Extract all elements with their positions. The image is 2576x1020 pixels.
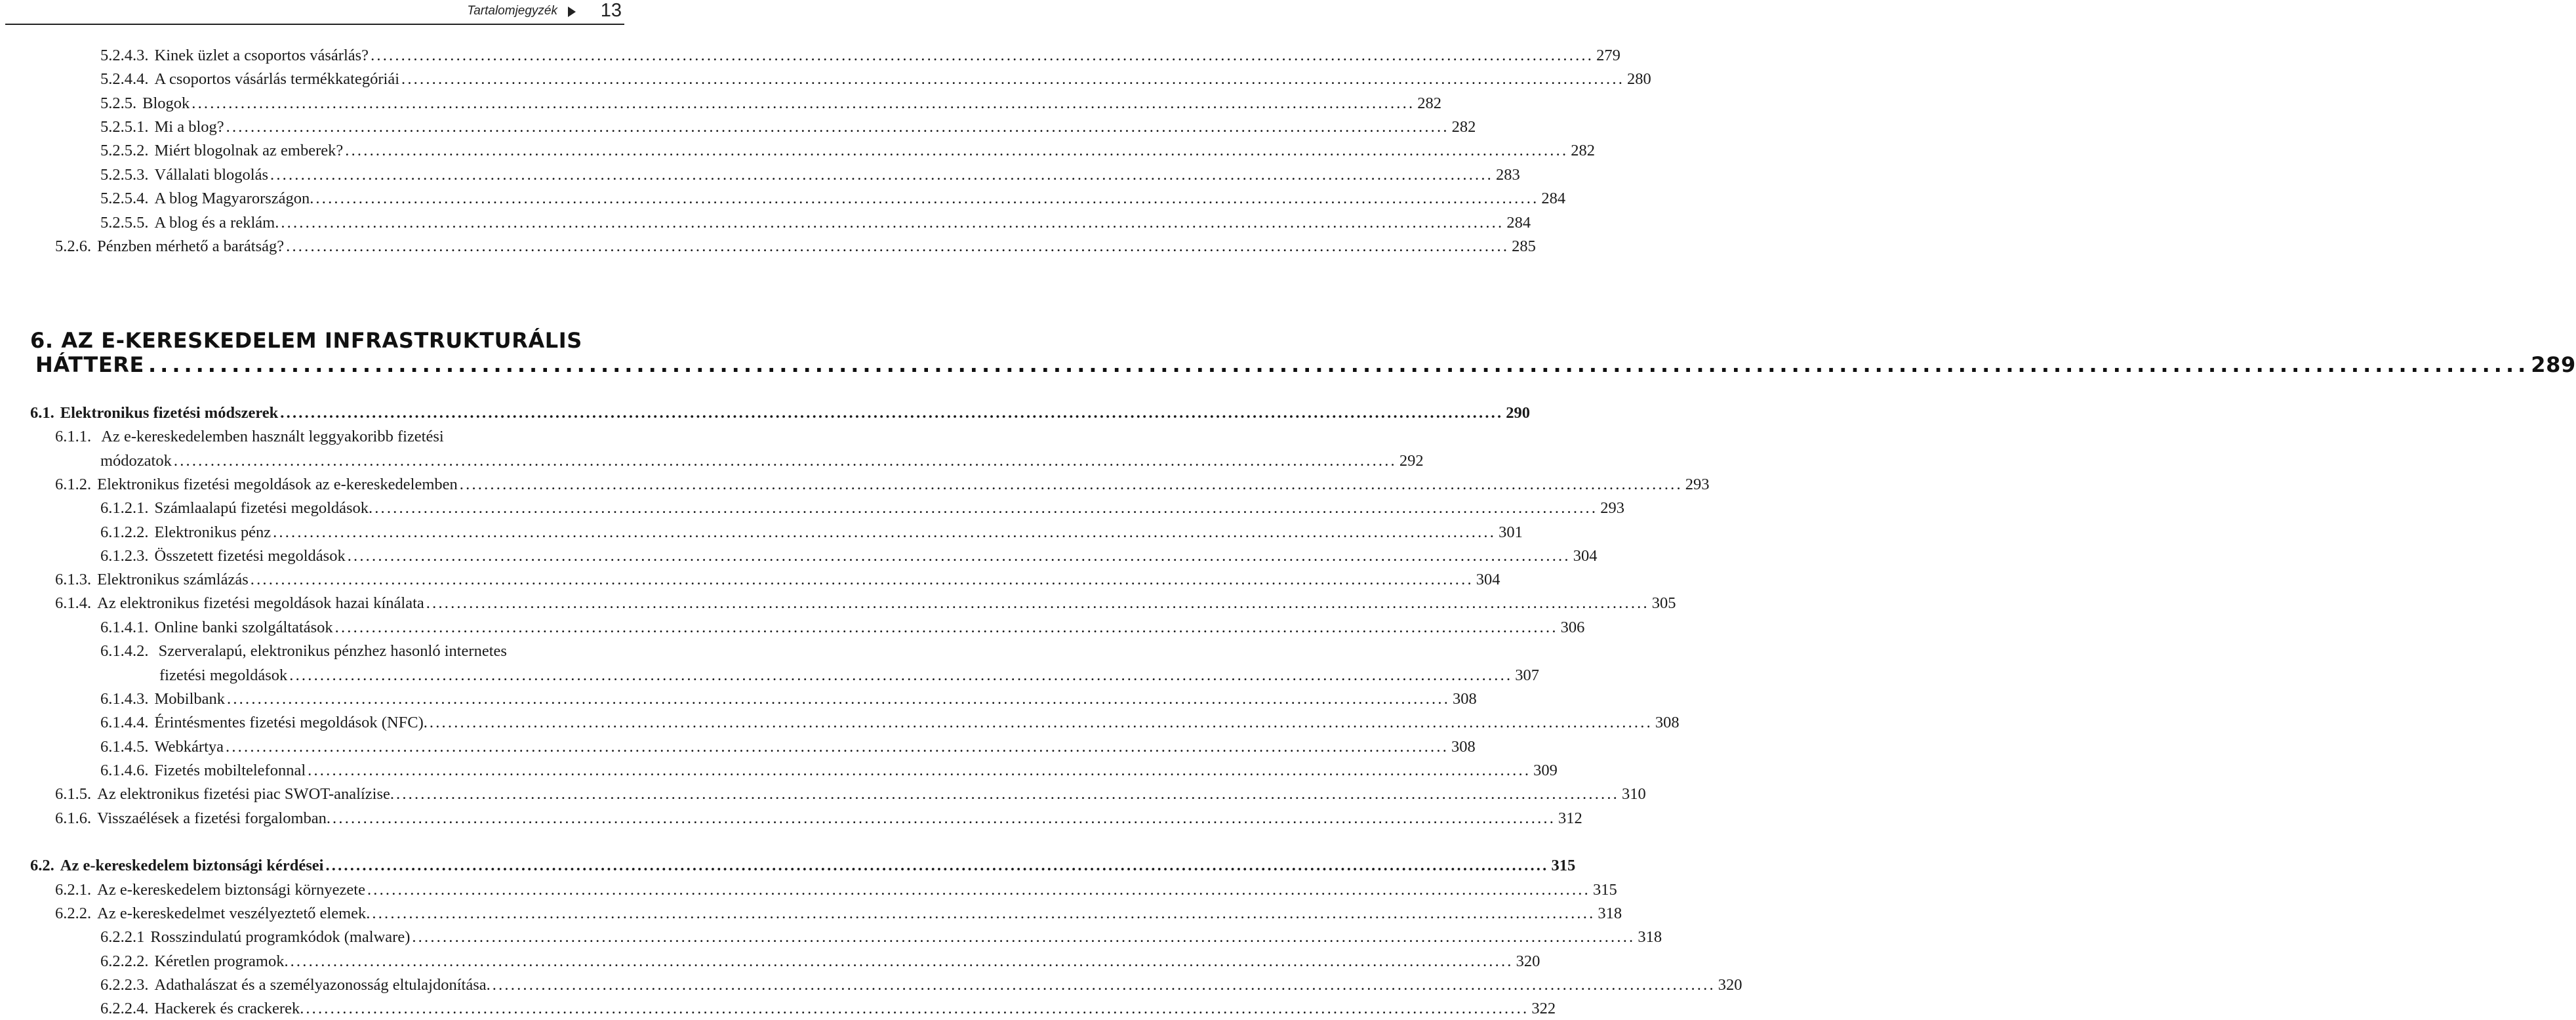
chapter-title-line2 xyxy=(30,352,2576,377)
toc-entry-title: Elektronikus pénz xyxy=(154,523,272,541)
chapter-page: 289 xyxy=(2531,352,2576,377)
toc-entry xyxy=(55,903,1622,925)
toc-entry-continuation xyxy=(159,664,1540,687)
toc-entry-title: Elektronikus fizetési megoldások az e-kereskedelemben xyxy=(97,476,458,493)
toc-entry-number: 6.1.3. xyxy=(55,571,92,588)
toc-entry-title: Mi a blog? xyxy=(154,118,224,136)
toc-entry-title: Rosszindulatú programkódok (malware) xyxy=(150,928,411,946)
toc-entry xyxy=(100,760,1558,782)
toc-entry-page: 284 xyxy=(1506,214,1531,232)
leader-dots: ........................................................................................................................................................................................................ xyxy=(226,738,1449,756)
toc-entry xyxy=(100,68,1651,91)
toc-entry-title: Az e-kereskedelem biztonsági kérdései xyxy=(60,857,324,874)
leader-dots: ........................................................................................................................................................................................................ xyxy=(396,785,1619,803)
toc-entry-number: 6.1.1. xyxy=(55,428,92,445)
toc-entry xyxy=(100,640,626,663)
toc-entry-title: A blog Magyarországon. xyxy=(154,190,314,207)
leader-dots: ........................................................................................................................................................................................................ xyxy=(426,594,1649,612)
toc-entry-page: 322 xyxy=(1531,1000,1556,1017)
toc-entry xyxy=(100,164,1520,186)
toc-entry xyxy=(100,188,1566,210)
toc-entry-number: 6.1. xyxy=(30,404,54,422)
toc-entry-number: 6.1.2.3. xyxy=(100,547,149,565)
toc-entry-title: Szerveralapú, elektronikus pénzhez hasonló internetes xyxy=(158,642,507,660)
toc-entry-number: 6.2.2.4. xyxy=(100,1000,149,1017)
leader-dots: ........................................................................................................................................................................................................ xyxy=(280,404,1504,422)
toc-entry-title: Vállalati blogolás xyxy=(154,166,268,184)
toc-entry-title: Érintésmentes fizetési megoldások (NFC). xyxy=(154,714,428,731)
toc-entry-title: Összetett fizetési megoldások xyxy=(154,547,346,565)
toc-entry xyxy=(30,855,1576,877)
leader-dots: ........................................................................................................................................................................................................ xyxy=(374,499,1598,517)
toc-entry-page: 308 xyxy=(1655,714,1680,731)
toc-entry-page: 320 xyxy=(1718,976,1742,994)
toc-entry xyxy=(100,926,1662,949)
toc-entry xyxy=(55,474,1710,496)
leader-dots: ........................................................................................................................................................................................................ xyxy=(401,70,1625,88)
running-header xyxy=(5,0,624,25)
toc-entry xyxy=(100,140,1596,162)
leader-dots: ........................................................................................................................................................................................................ xyxy=(173,452,1397,470)
toc-entry-title: Hackerek és crackerek. xyxy=(154,1000,304,1017)
toc-entry xyxy=(100,688,1477,710)
leader-dots: ........................................................................................................................................................................................................ xyxy=(367,881,1590,899)
header-title: Tartalomjegyzék xyxy=(467,4,557,18)
toc-entry-page: 304 xyxy=(1476,571,1500,588)
toc-entry-page: 282 xyxy=(1451,118,1476,136)
leader-dots: ........................................................................................................................................................................................................ xyxy=(332,809,1556,827)
toc-entry xyxy=(100,92,1442,115)
toc-entry-title: Kinek üzlet a csoportos vásárlás? xyxy=(154,47,369,64)
toc-entry xyxy=(30,402,1531,424)
toc-entry-title: fizetési megoldások xyxy=(159,666,288,684)
toc-entry xyxy=(55,569,1500,591)
leader-dots: ........................................................................................................................................................................................................ xyxy=(226,118,1449,136)
toc-entry-number: 6.1.5. xyxy=(55,785,92,803)
toc-entry-number: 6.1.4. xyxy=(55,594,92,612)
toc-entry xyxy=(100,497,1624,520)
toc-entry-page: 285 xyxy=(1512,237,1536,255)
toc-entry-number: 6.2.2. xyxy=(55,905,92,922)
toc-entry-number: 6.1.4.5. xyxy=(100,738,149,756)
toc-entry xyxy=(100,974,1742,996)
leader-dots: ........................................................................................................................................................................................................ xyxy=(412,928,1636,946)
toc-entry-number: 6.1.4.4. xyxy=(100,714,149,731)
leader-dots: ........................................................................................................................................................................................................ xyxy=(191,94,1415,112)
toc-entry-number: 6.2.2.2. xyxy=(100,952,149,970)
toc-entry-number: 6.1.2. xyxy=(55,476,92,493)
leader-dots: ........................................................................................................................................................................................................ xyxy=(227,690,1451,708)
toc-entry-title: Elektronikus fizetési módszerek xyxy=(60,404,279,422)
toc-entry-page: 282 xyxy=(1417,94,1442,112)
leader-dots: ........................................................................................................................................................................................................ xyxy=(345,142,1569,159)
leader-dots: ........................................................................................................................................................................................................ xyxy=(372,905,1596,922)
toc-entry-page: 308 xyxy=(1451,738,1476,756)
toc-entry-number: 6.1.6. xyxy=(55,809,92,827)
chapter-title-continued: HÁTTERE xyxy=(35,352,145,377)
toc-entry-number: 5.2.4.3. xyxy=(100,47,149,64)
toc-entry-page: 318 xyxy=(1598,905,1622,922)
leader-dots: ........................................................................................................................................................................................................ xyxy=(148,352,2530,377)
leader-dots: ........................................................................................................................................................................................................ xyxy=(347,547,1571,565)
toc-entry-number: 6.1.2.2. xyxy=(100,523,149,541)
toc-entry-number: 6.2.2.1 xyxy=(100,928,145,946)
toc-entry-number: 6.1.2.1. xyxy=(100,499,149,517)
toc-entry-title: Fizetés mobiltelefonnal xyxy=(154,762,306,779)
leader-dots: ........................................................................................................................................................................................................ xyxy=(429,714,1653,731)
toc-entry-page: 315 xyxy=(1592,881,1617,899)
toc-entry-continuation xyxy=(100,450,1424,472)
leader-dots: ........................................................................................................................................................................................................ xyxy=(306,1000,1529,1017)
toc-entry xyxy=(55,783,1646,806)
toc-entry-page: 318 xyxy=(1638,928,1662,946)
leader-dots: ........................................................................................................................................................................................................ xyxy=(290,952,1514,970)
toc-entry-number: 6.2.2.3. xyxy=(100,976,149,994)
toc-entry-title: Online banki szolgáltatások xyxy=(154,619,333,636)
toc-entry-page: 308 xyxy=(1453,690,1477,708)
toc-entry-title: Az e-kereskedelmet veszélyeztető elemek. xyxy=(97,905,371,922)
leader-dots: ........................................................................................................................................................................................................ xyxy=(281,214,1504,232)
toc-entry-number: 6.2. xyxy=(30,857,54,874)
leader-dots: ........................................................................................................................................................................................................ xyxy=(315,190,1539,207)
toc-entry-title: A blog és a reklám. xyxy=(154,214,279,232)
leader-dots: ........................................................................................................................................................................................................ xyxy=(289,666,1513,684)
toc-entry-number: 5.2.4.4. xyxy=(100,70,149,88)
toc-entry-page: 293 xyxy=(1685,476,1710,493)
toc-entry-page: 301 xyxy=(1499,523,1523,541)
toc-entry xyxy=(100,212,1531,234)
toc-entry-number: 6.1.4.2. xyxy=(100,642,149,660)
toc-entry-page: 290 xyxy=(1506,404,1531,422)
leader-dots: ........................................................................................................................................................................................................ xyxy=(270,166,1493,184)
toc-entry-page: 306 xyxy=(1560,619,1585,636)
chapter-title: AZ E-KERESKEDELEM INFRASTRUKTURÁLIS xyxy=(61,328,582,353)
leader-dots: ........................................................................................................................................................................................................ xyxy=(371,47,1594,64)
leader-dots: ........................................................................................................................................................................................................ xyxy=(459,476,1683,493)
toc-entry-number: 5.2.5.1. xyxy=(100,118,149,136)
toc-entry-number: 6.2.1. xyxy=(55,881,92,899)
triangle-right-icon xyxy=(568,7,576,17)
toc-entry xyxy=(100,950,1540,973)
toc-entry-page: 305 xyxy=(1651,594,1676,612)
toc-entry xyxy=(55,426,626,448)
toc-entry-title: Visszaélések a fizetési forgalomban. xyxy=(97,809,331,827)
leader-dots: ........................................................................................................................................................................................................ xyxy=(308,762,1531,779)
leader-dots: ........................................................................................................................................................................................................ xyxy=(273,523,1497,541)
toc-entry-title: Az elektronikus fizetési piac SWOT-analízise. xyxy=(97,785,394,803)
toc-entry-title: Adathalászat és a személyazonosság eltulajdonítása. xyxy=(154,976,491,994)
toc-entry-title: Webkártya xyxy=(154,738,224,756)
toc-entry-page: 292 xyxy=(1399,452,1424,470)
toc-entry-page: 279 xyxy=(1596,47,1620,64)
toc-entry xyxy=(55,592,1676,615)
leader-dots: ........................................................................................................................................................................................................ xyxy=(286,237,1510,255)
toc-entry-page: 320 xyxy=(1516,952,1540,970)
toc-entry xyxy=(100,116,1476,138)
toc-entry-page: 284 xyxy=(1541,190,1566,207)
toc-entry-title: Az e-kereskedelemben használt leggyakoribb fizetési xyxy=(101,428,444,445)
toc-entry xyxy=(100,617,1585,639)
toc-entry-title: Az e-kereskedelem biztonsági környezete xyxy=(97,881,365,899)
toc-entry-number: 5.2.5.4. xyxy=(100,190,149,207)
toc-entry-title: Kéretlen programok. xyxy=(154,952,289,970)
toc-entry-title: Pénzben mérhető a barátság? xyxy=(97,237,285,255)
toc-entry xyxy=(100,545,1598,567)
toc-entry-page: 282 xyxy=(1571,142,1596,159)
toc-entry-title: Elektronikus számlázás xyxy=(97,571,249,588)
toc-entry-title: módozatok xyxy=(100,452,172,470)
toc-entry xyxy=(55,807,1582,830)
toc-entry-title: Számlaalapú fizetési megoldások. xyxy=(154,499,373,517)
toc-entry xyxy=(55,879,1617,901)
toc-entry xyxy=(55,235,1536,258)
toc-entry-title: Miért blogolnak az emberek? xyxy=(154,142,344,159)
toc-entry-title: A csoportos vásárlás termékkategóriái xyxy=(154,70,400,88)
toc-entry-number: 5.2.5.3. xyxy=(100,166,149,184)
leader-dots: ........................................................................................................................................................................................................ xyxy=(492,976,1716,994)
toc-entry xyxy=(100,736,1476,758)
toc-entry-title: Az elektronikus fizetési megoldások hazai kínálata xyxy=(97,594,424,612)
leader-dots: ........................................................................................................................................................................................................ xyxy=(325,857,1549,874)
toc-entry-number: 6.1.4.3. xyxy=(100,690,149,708)
toc-entry-page: 309 xyxy=(1533,762,1558,779)
toc-entry-number: 6.1.4.6. xyxy=(100,762,149,779)
toc-entry-page: 293 xyxy=(1600,499,1624,517)
toc-entry-page: 283 xyxy=(1496,166,1520,184)
toc-entry xyxy=(100,998,1556,1020)
toc-entry-number: 5.2.5.2. xyxy=(100,142,149,159)
toc-entry-page: 315 xyxy=(1551,857,1576,874)
toc-entry-title: Blogok xyxy=(142,94,190,112)
toc-entry-number: 5.2.6. xyxy=(55,237,92,255)
chapter-number: 6. xyxy=(30,328,54,353)
toc-entry-number: 5.2.5. xyxy=(100,94,137,112)
leader-dots: ........................................................................................................................................................................................................ xyxy=(250,571,1474,588)
toc-entry xyxy=(100,45,1620,67)
chapter-title-line1 xyxy=(30,328,582,353)
leader-dots: ........................................................................................................................................................................................................ xyxy=(334,619,1558,636)
toc-entry-number: 5.2.5.5. xyxy=(100,214,149,232)
toc-entry-page: 310 xyxy=(1622,785,1646,803)
toc-entry-page: 304 xyxy=(1573,547,1598,565)
toc-entry-number: 6.1.4.1. xyxy=(100,619,149,636)
toc-entry xyxy=(100,712,1680,734)
toc-entry xyxy=(100,521,1523,544)
toc-entry-title: Mobilbank xyxy=(154,690,226,708)
toc-entry-page: 307 xyxy=(1515,666,1540,684)
header-page-number: 13 xyxy=(600,0,622,21)
toc-entry-page: 312 xyxy=(1558,809,1582,827)
toc-entry-page: 280 xyxy=(1627,70,1651,88)
